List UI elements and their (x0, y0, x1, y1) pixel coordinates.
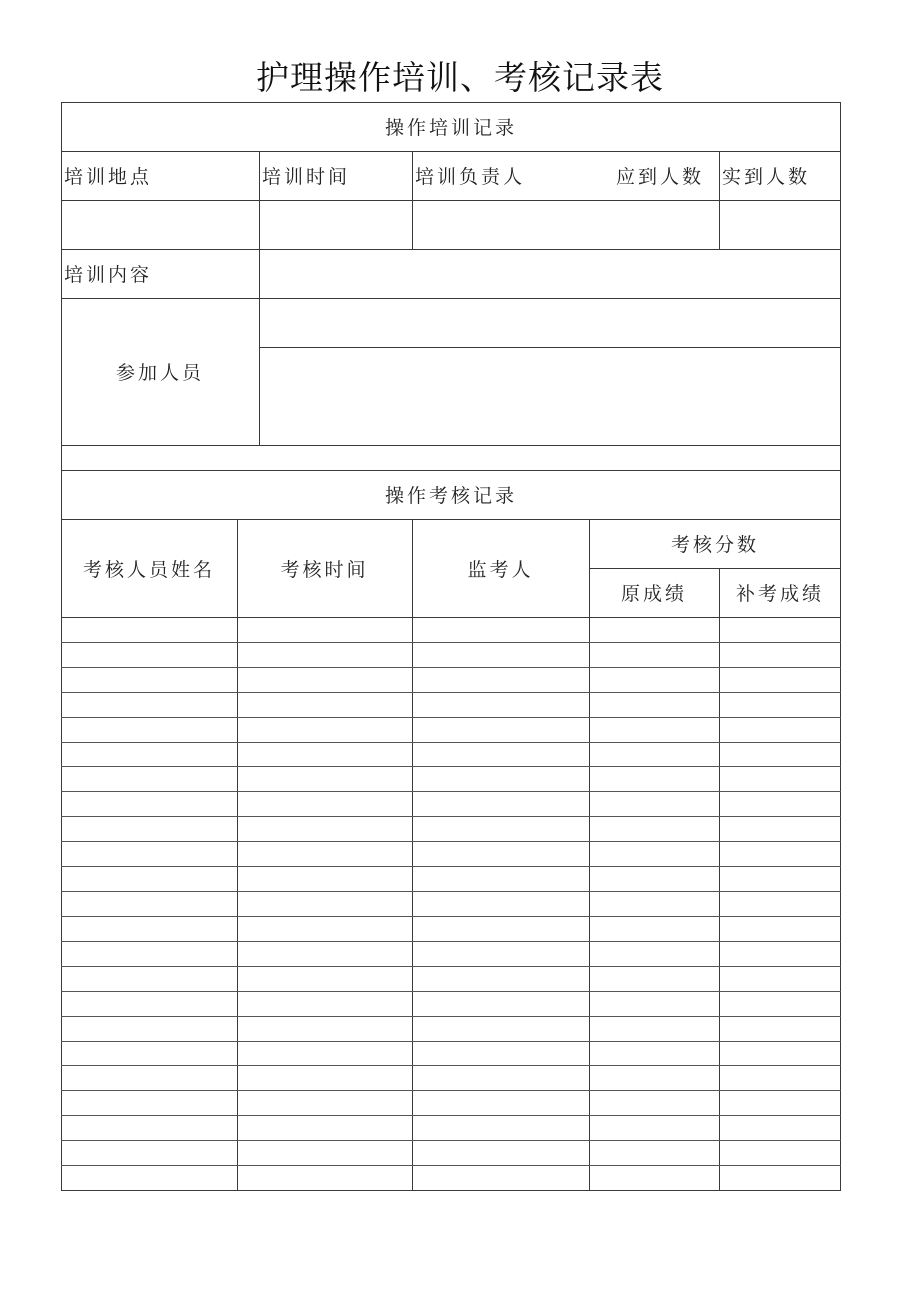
training-content-label: 培训内容 (64, 264, 153, 286)
table-row-divider (61, 791, 841, 792)
table-row-divider (61, 1165, 841, 1166)
table-row-divider (61, 742, 841, 743)
table-row-divider (61, 941, 841, 942)
table-row-divider (61, 816, 841, 817)
table-row-divider (61, 1140, 841, 1141)
page-title: 护理操作培训、考核记录表 (256, 58, 664, 97)
makeup-score-header: 补考成绩 (735, 583, 824, 605)
training-location-label: 培训地点 (64, 166, 153, 188)
table-row-divider (61, 841, 841, 842)
table-row-divider (61, 1041, 841, 1042)
table-row-divider (61, 966, 841, 967)
participants-label: 参加人员 (115, 362, 204, 384)
table-row-divider (61, 766, 841, 767)
table-row-divider (61, 991, 841, 992)
proctor-header: 监考人 (467, 558, 534, 581)
training-time-label: 培训时间 (262, 166, 351, 188)
table-row-divider (61, 1065, 841, 1066)
table-row-divider (61, 1090, 841, 1091)
exam-time-header: 考核时间 (280, 558, 369, 581)
table-row-divider (61, 642, 841, 643)
expected-count-label: 应到人数 (616, 166, 705, 188)
exam-score-header: 考核分数 (670, 534, 759, 556)
actual-count-label: 实到人数 (722, 166, 811, 188)
exam-section-header: 操作考核记录 (384, 485, 517, 507)
training-leader-label: 培训负责人 (415, 166, 526, 188)
record-form (61, 102, 841, 1191)
table-row-divider (61, 692, 841, 693)
table-row-divider (61, 717, 841, 718)
table-row-divider (61, 866, 841, 867)
table-row-divider (61, 1115, 841, 1116)
original-score-header: 原成绩 (620, 583, 687, 605)
table-row-divider (61, 667, 841, 668)
training-section-header: 操作培训记录 (384, 117, 517, 139)
examinee-name-header: 考核人员姓名 (82, 558, 215, 581)
table-row-divider (61, 1016, 841, 1017)
table-row-divider (61, 891, 841, 892)
table-row-divider (61, 916, 841, 917)
